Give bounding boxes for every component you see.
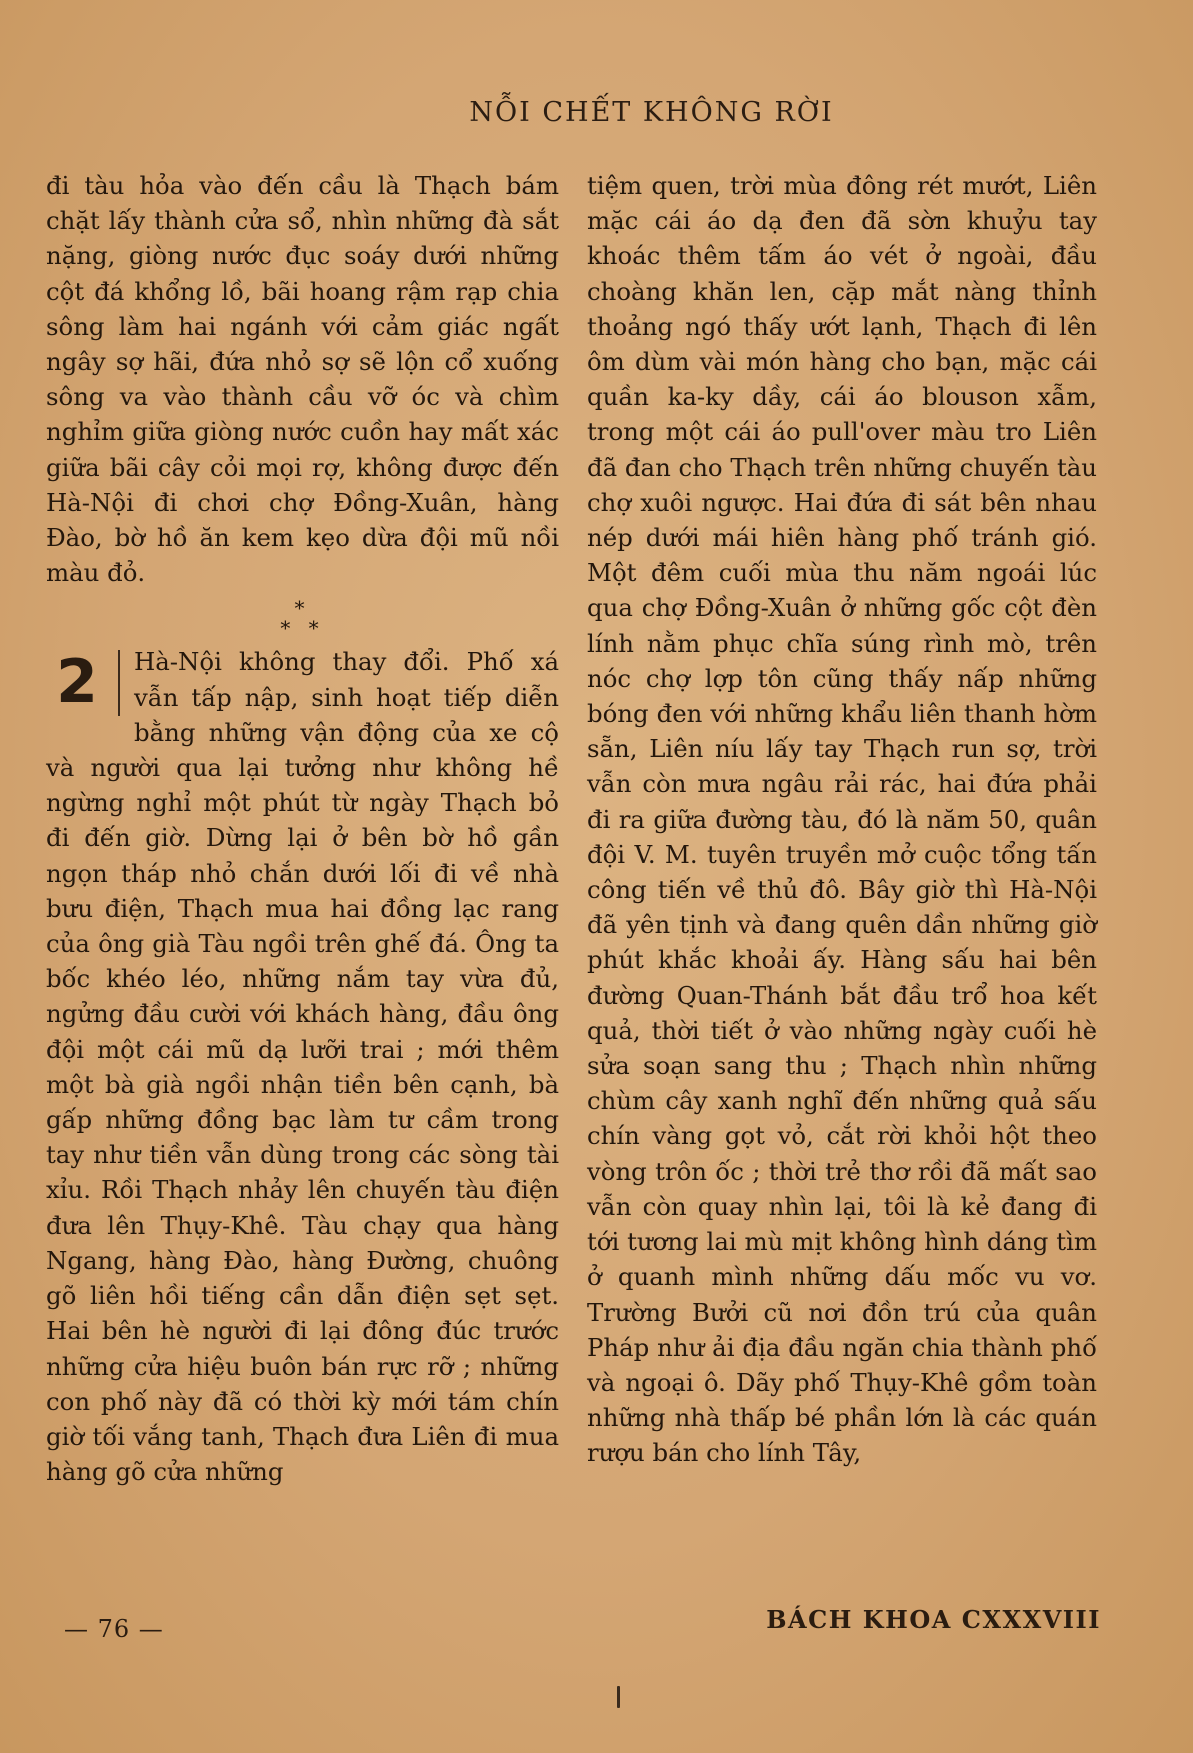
separator-star-top: *: [294, 596, 311, 621]
right-column: [587, 168, 1097, 1471]
running-header: NỖI CHẾT KHÔNG RỜI: [469, 97, 834, 128]
separator-star-bottom: * *: [280, 616, 325, 641]
section-separator: [46, 596, 559, 641]
print-mark: [617, 1686, 620, 1708]
publication-name: BÁCH KHOA CXXXVIII: [766, 1605, 1101, 1634]
left-paragraph-2: Hà-Nội không thay đổi. Phố xá vẫn tấp nập, sinh hoạt tiếp diễn bằng những vận động của xe cộ và người qua lại tưởng như không hề ngừng nghỉ một phút từ ngày Thạch bỏ đi đến giờ. Dừng lại ở bên bờ hồ gần ngọn tháp nhỏ chắn dưới lối đi về nhà bưu điện, Thạch mua hai đồng lạc rang của ông già Tàu ngồi trên ghế đá. Ông ta bốc khéo léo, những nắm tay vừa đủ, ngửng đầu cười với khách hàng, đầu ông đội một cái mũ dạ lưỡi trai ; mới thêm một bà già ngồi nhận tiền bên cạnh, bà gấp những đồng bạc làm tư cầm trong tay như tiền vẫn dùng trong các sòng tài xỉu. Rồi Thạch nhảy lên chuyến tàu điện đưa lên Thụy-Khê. Tàu chạy qua hàng Ngang, hàng Đào, hàng Đường, chuông gõ liên hồi tiếng cần dẫn điện sẹt sẹt. Hai bên hè người đi lại đông đúc trước những cửa hiệu buôn bán rực rỡ ; những con phố này đã có thời kỳ mới tám chín giờ tối vắng tanh, Thạch đưa Liên đi mua hàng gõ cửa những: [46, 647, 559, 1487]
right-paragraph-1: tiệm quen, trời mùa đông rét mướt, Liên mặc cái áo dạ đen đã sờn khuỷu tay khoác thêm tấm áo vét ở ngoài, đầu choàng khăn len, cặp mắt nàng thỉnh thoảng ngó thấy ướt lạnh, Thạch đi lên ôm dùm vài món hàng cho bạn, mặc cái quần ka-ky dầy, cái áo blouson xẫm, trong một cái áo pull'over màu tro Liên đã đan cho Thạch trên những chuyến tàu chợ xuôi ngược. Hai đứa đi sát bên nhau nép dưới mái hiên hàng phố tránh gió. Một đêm cuối mùa thu năm ngoái lúc qua chợ Đồng-Xuân ở những gốc cột đèn lính nằm phục chĩa súng rình mò, trên nóc chợ lợp tôn cũng thấy nấp những bóng đen với những khẩu liên thanh hờm sẵn, Liên níu lấy tay Thạch run sợ, trời vẫn còn mưa ngâu rải rác, hai đứa phải đi ra giữa đường tàu, đó là năm 50, quân đội V. M. tuyên truyền mở cuộc tổng tấn công tiến về thủ đô. Bây giờ thì Hà-Nội đã yên tịnh và đang quên dần những giờ phút khắc khoải ấy. Hàng sấu hai bên đường Quan-Thánh bắt đầu trổ hoa kết quả, thời tiết ở vào những ngày cuối hè sửa soạn sang thu ; Thạch nhìn những chùm cây xanh nghĩ đến những quả sấu chín vàng gọt vỏ, cắt rời khỏi hột theo vòng trôn ốc ; thời trẻ thơ rồi đã mất sao vẫn còn quay nhìn lại, tôi là kẻ đang đi tới tương lai mù mịt không hình dáng tìm ở quanh mình những dấu mốc vu vơ. Trường Bưởi cũ nơi đồn trú của quân Pháp như ải địa đầu ngăn chia thành phố và ngoại ô. Dãy phố Thụy-Khê gồm toàn những nhà thấp bé phần lớn là các quán rượu bán cho lính Tây,: [587, 171, 1097, 1468]
section-number-dropcap: 2: [46, 650, 120, 716]
left-column: [46, 168, 559, 1489]
page-number: — 76 —: [64, 1615, 164, 1643]
section-2: [46, 644, 559, 1489]
left-paragraph-1: đi tàu hỏa vào đến cầu là Thạch bám chặt lấy thành cửa sổ, nhìn những đà sắt nặng, giòng nước đục soáy dưới những cột đá khổng lồ, bãi hoang rậm rạp chia sông làm hai ngánh với cảm giác ngất ngây sợ hãi, đứa nhỏ sợ sẽ lộn cổ xuống sông va vào thành cầu vỡ óc và chìm nghỉm giữa giòng nước cuồn hay mất xác giữa bãi cây cỏi mọi rợ, không được đến Hà-Nội đi chơi chợ Đồng-Xuân, hàng Đào, bờ hồ ăn kem kẹo dừa đội mũ nồi màu đỏ.: [46, 171, 559, 588]
